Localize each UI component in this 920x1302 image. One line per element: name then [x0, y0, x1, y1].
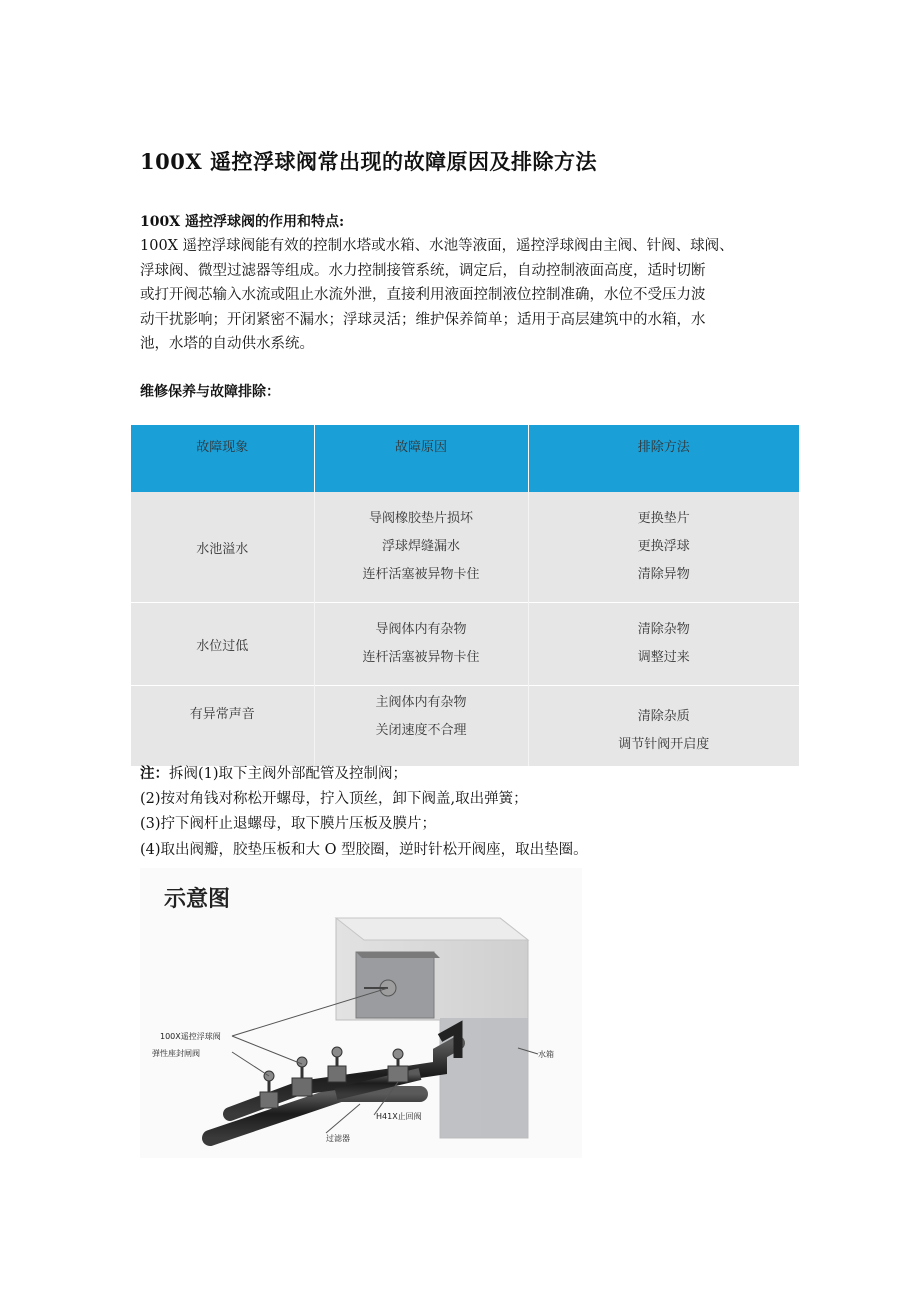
- gate-valve-2: [328, 1047, 346, 1082]
- remedy-item: 更换垫片: [637, 511, 690, 526]
- fault-table: [131, 425, 799, 766]
- header-remedy: 排除方法: [528, 425, 799, 492]
- label-seal-valve: 弹性座封闸阀: [152, 1049, 200, 1058]
- note-line: [140, 761, 800, 787]
- intro-line: 池，水塔的自动供水系统。: [140, 336, 314, 353]
- table-row: [131, 492, 799, 602]
- label-filter: 过滤器: [326, 1134, 350, 1143]
- cause-cell: [314, 492, 528, 602]
- table-row: [131, 686, 799, 766]
- remedy-cell: [528, 492, 799, 602]
- label-water-tank: 水箱: [538, 1050, 554, 1059]
- cause-item: 导阀橡胶垫片损坏: [368, 511, 473, 526]
- intro-line: 动干扰影响；开闭紧密不漏水；浮球灵活；维护保养简单；适用于高层建筑中的水箱，水: [140, 311, 706, 328]
- valve-100x: [292, 1057, 312, 1096]
- symptom-cell: 水池溢水: [131, 492, 314, 602]
- note-text: 拆阀(1)取下主阀外部配管及控制阀；: [169, 766, 408, 782]
- check-valve: [388, 1049, 408, 1082]
- remedy-cell: [528, 686, 799, 766]
- label-100x-valve: 100X遥控浮球阀: [160, 1032, 221, 1041]
- schematic-diagram: [140, 868, 582, 1158]
- remedy-item: 调整过来: [637, 650, 690, 665]
- cause-item: 浮球焊缝漏水: [381, 539, 460, 554]
- cause-item: 导阀体内有杂物: [375, 622, 467, 637]
- cause-cell: [314, 686, 528, 766]
- symptom-cell: 水位过低: [131, 603, 314, 685]
- cause-item: 连杆活塞被异物卡住: [362, 567, 480, 582]
- intro-line: 或打开阀芯输入水流或阻止水流外泄，直接利用液面控制液位控制准确，水位不受压力波: [140, 287, 706, 304]
- page-title: 100X 遥控浮球阀常出现的故障原因及排除方法: [140, 149, 597, 174]
- pipe-network: [210, 1028, 458, 1138]
- note-line: (4)取出阀瓣，胶垫压板和大 O 型胶圈，逆时针松开阀座，取出垫圈。: [140, 841, 588, 858]
- header-symptom: 故障现象: [131, 425, 314, 492]
- seal-gate-valve: [260, 1071, 278, 1108]
- schematic-svg: [140, 868, 582, 1158]
- table-row: [131, 603, 799, 685]
- cause-item: 关闭速度不合理: [375, 723, 467, 738]
- symptom-cell: 有异常声音: [131, 686, 314, 766]
- cause-item: 连杆活塞被异物卡住: [362, 650, 480, 665]
- remedy-item: 清除杂物: [637, 622, 690, 637]
- cause-item: 主阀体内有杂物: [375, 695, 467, 710]
- intro-heading: 100X 遥控浮球阀的作用和特点:: [140, 214, 345, 230]
- intro-paragraph: [140, 234, 780, 357]
- remedy-item: 清除异物: [637, 567, 690, 582]
- disassembly-notes: [140, 761, 800, 863]
- cause-cell: [314, 603, 528, 685]
- remedy-cell: [528, 603, 799, 685]
- header-cause: 故障原因: [314, 425, 528, 492]
- note-line: (2)按对角钱对称松开螺母，拧入顶丝，卸下阀盖,取出弹簧；: [140, 791, 528, 808]
- note-line: (3)拧下阀杆止退螺母，取下膜片压板及膜片；: [140, 816, 437, 833]
- water-tank: [336, 918, 528, 1138]
- table-header-row: [131, 425, 799, 492]
- remedy-item: 调节针阀开启度: [618, 737, 710, 752]
- intro-line: 100X 遥控浮球阀能有效的控制水塔或水箱、水池等液面，遥控浮球阀由主阀、针阀、球阀、: [140, 238, 734, 254]
- remedy-item: 清除杂质: [637, 709, 690, 724]
- diagram-title: 示意图: [164, 887, 231, 912]
- remedy-item: 更换浮球: [637, 539, 690, 554]
- note-label: 注：: [140, 765, 169, 782]
- label-check-valve: H41X止回阀: [376, 1112, 422, 1121]
- maintenance-heading: 维修保养与故障排除：: [140, 384, 280, 400]
- intro-line: 浮球阀、微型过滤器等组成。水力控制接管系统，调定后，自动控制液面高度，适时切断: [140, 262, 706, 279]
